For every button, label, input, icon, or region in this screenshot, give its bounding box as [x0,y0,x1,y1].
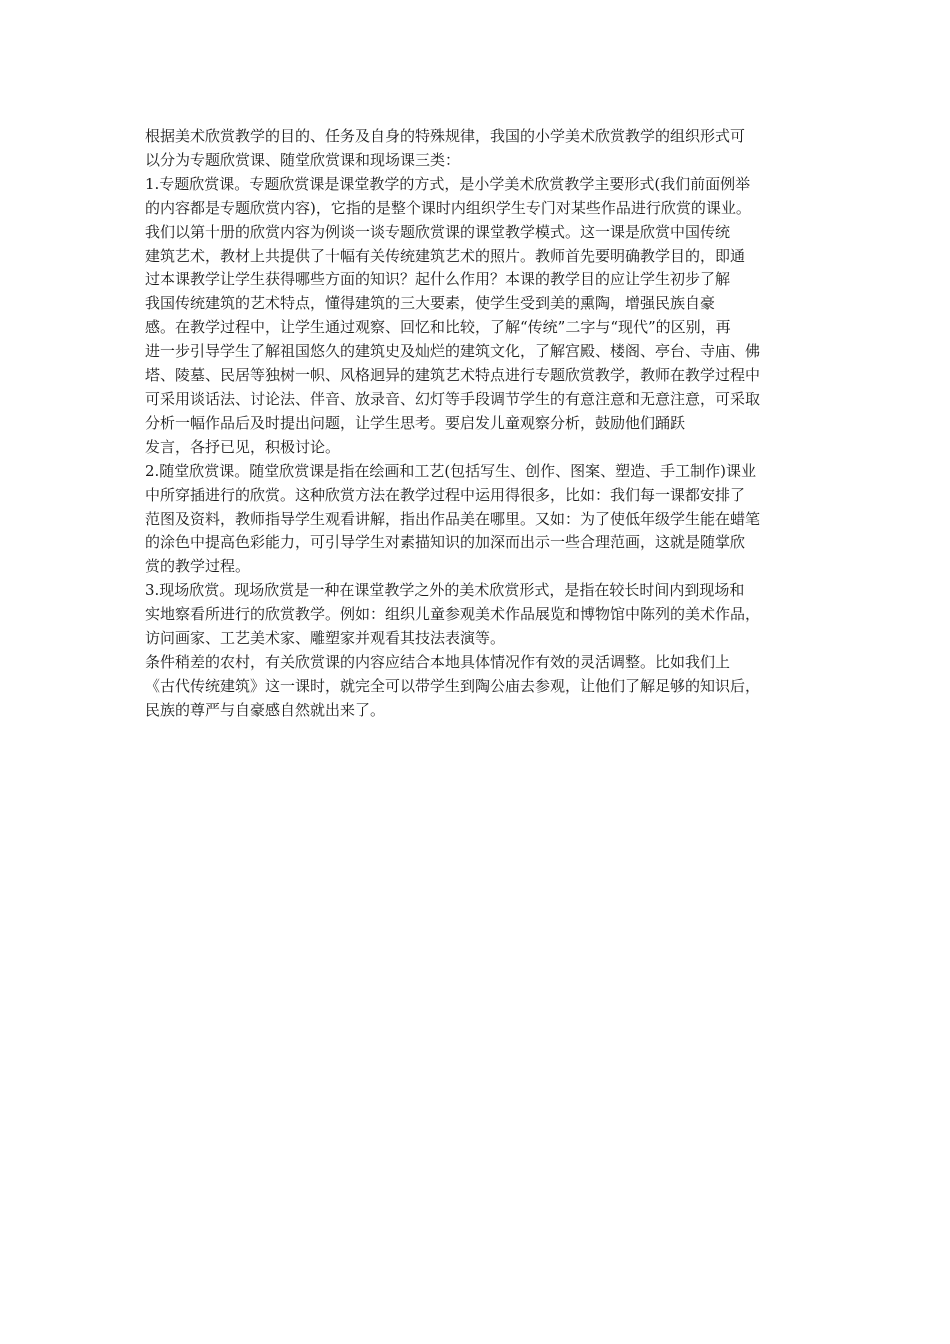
text-line: 我国传统建筑的艺术特点，懂得建筑的三大要素，使学生受到美的熏陶，增强民族自豪 [145,294,716,313]
paragraph-intro [145,125,825,173]
text-line: 以分为专题欣赏课、随堂欣赏课和现场课三类： [145,150,461,169]
text-line: 塔、陵墓、民居等独树一帜、风格迥异的建筑艺术特点进行专题欣赏教学，教师在教学过程中 [145,366,761,385]
text-line: 分析一幅作品后及时提出问题，让学生思考。要启发儿童观察分析，鼓励他们踊跃 [145,413,686,432]
text-line: 3.现场欣赏。现场欣赏是一种在课堂教学之外的美术欣赏形式，是指在较长时间内到现场和 [145,581,745,600]
text-line: 1.专题欣赏课。专题欣赏课是课堂教学的方式，是小学美术欣赏教学主要形式(我们前面例举 [145,174,751,193]
paragraph-topic-appreciation [145,173,825,460]
paragraph-onsite-appreciation [145,579,825,651]
text-line: 感。在教学过程中，让学生通过观察、回忆和比较，了解“传统”二字与“现代”的区别，再 [145,318,731,337]
text-line: 《古代传统建筑》这一课时，就完全可以带学生到陶公庙去参观，让他们了解足够的知识后， [145,676,761,695]
text-line: 可采用谈话法、讨论法、伴音、放录音、幻灯等手段调节学生的有意注意和无意注意，可采取 [145,389,761,408]
text-line: 2.随堂欣赏课。随堂欣赏课是指在绘画和工艺(包括写生、创作、图案、塑造、手工制作)课业 [145,461,757,480]
text-line: 范图及资料，教师指导学生观看讲解，指出作品美在哪里。又如：为了使低年级学生能在蜡笔 [145,509,761,528]
paragraph-rural-adjustment [145,651,825,723]
text-line: 的内容都是专题欣赏内容)，它指的是整个课时内组织学生专门对某些作品进行欣赏的课业。 [145,198,751,217]
text-line: 过本课教学让学生获得哪些方面的知识？起什么作用？本课的教学目的应让学生初步了解 [145,270,731,289]
text-line: 发言，各抒已见，积极讨论。 [145,437,341,456]
paragraph-in-class-appreciation [145,460,825,580]
text-line: 建筑艺术，教材上共提供了十幅有关传统建筑艺术的照片。教师首先要明确教学目的，即通 [145,246,746,265]
text-line: 赏的教学过程。 [145,557,251,576]
text-line: 民族的尊严与自豪感自然就出来了。 [145,700,386,719]
text-line: 条件稍差的农村，有关欣赏课的内容应结合本地具体情况作有效的灵活调整。比如我们上 [145,652,731,671]
text-line: 中所穿插进行的欣赏。这种欣赏方法在教学过程中运用得很多，比如：我们每一课都安排了 [145,485,746,504]
text-line: 根据美术欣赏教学的目的、任务及自身的特殊规律，我国的小学美术欣赏教学的组织形式可 [145,127,746,145]
text-line: 的涂色中提高色彩能力，可引导学生对素描知识的加深而出示一些合理范画，这就是随掌欣 [145,533,746,552]
text-line: 进一步引导学生了解祖国悠久的建筑史及灿烂的建筑文化，了解宫殿、楼阁、亭台、寺庙、佛 [145,342,761,361]
text-line: 我们以第十册的欣赏内容为例谈一谈专题欣赏课的课堂教学模式。这一课是欣赏中国传统 [145,222,731,241]
text-line: 实地察看所进行的欣赏教学。例如：组织儿童参观美术作品展览和博物馆中陈列的美术作品， [145,605,761,624]
document-body [145,125,825,723]
text-line: 访问画家、工艺美术家、雕塑家并观看其技法表演等。 [145,629,506,648]
